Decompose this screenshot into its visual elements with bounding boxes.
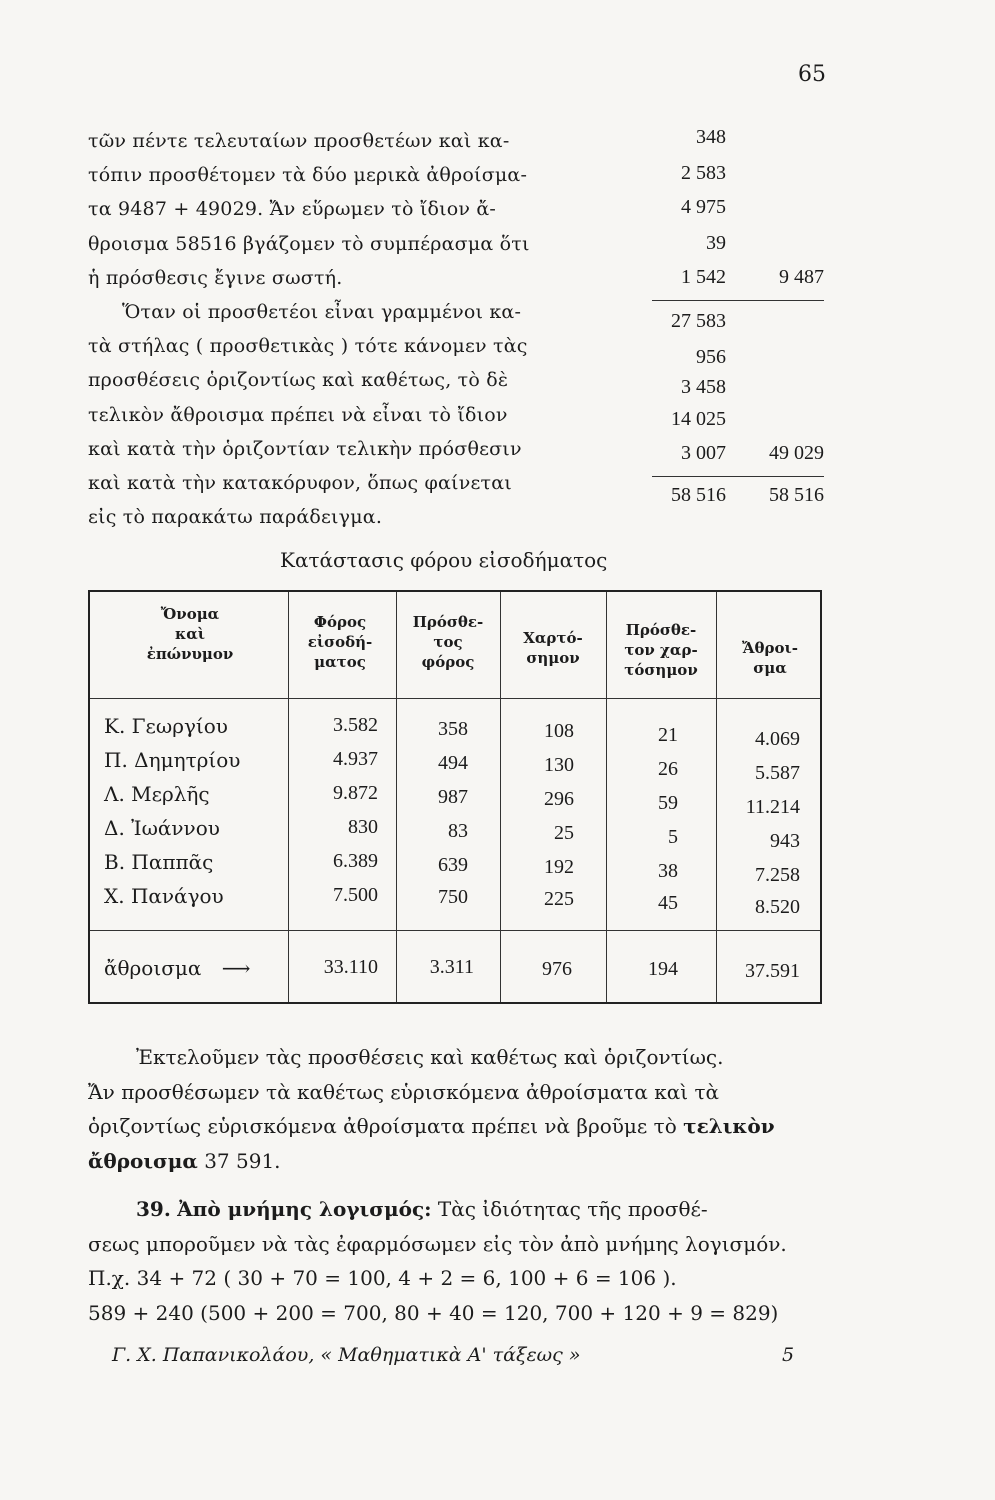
addend: 3 007 <box>681 442 726 464</box>
closing-line: Ἐκτελοῦμεν τὰς προσθέσεις καὶ καθέτως καὶ ὁριζοντίως. <box>136 1045 724 1069</box>
row-name: Β. Παππᾶς <box>104 850 214 874</box>
arrow-right-icon: ⟶ <box>221 956 251 980</box>
header-sum: Ἄθροι- σμα <box>742 639 798 677</box>
row-name: Κ. Γεωργίου <box>104 714 228 738</box>
cell-added-tax: 83 <box>448 820 468 842</box>
section-title: Ἀπὸ μνήμης λογισμός: <box>177 1197 432 1221</box>
cell-income-tax: 830 <box>348 816 378 838</box>
cell-added-stamp: 59 <box>658 792 678 814</box>
cell-added-tax: 639 <box>438 854 468 876</box>
cell-income-tax: 3.582 <box>333 714 378 736</box>
row-name: Χ. Πανάγου <box>104 884 224 908</box>
cell-added-stamp: 38 <box>658 860 678 882</box>
sheet-number: 5 <box>782 1344 795 1366</box>
total-income-tax: 33.110 <box>323 956 378 978</box>
row-name: Λ. Μερλῆς <box>104 782 210 806</box>
body-line: τὰ στήλας ( προσθετικὰς ) τότε κάνομεν τὰς <box>88 335 528 358</box>
intro-line: θροισμα 58516 βγάζομεν τὸ συμπέρασμα ὅτι <box>88 232 530 255</box>
col-divider <box>396 592 397 1002</box>
total-rule <box>90 930 820 931</box>
sum-rule <box>652 476 824 477</box>
section-39 <box>88 1192 818 1330</box>
addend: 14 025 <box>671 408 726 430</box>
cell-income-tax: 7.500 <box>333 884 378 906</box>
col-divider <box>500 592 501 1002</box>
cell-added-tax: 358 <box>438 718 468 740</box>
cell-stamp: 225 <box>544 888 574 910</box>
closing-line: ἄθροισμα 37 591. <box>88 1148 281 1173</box>
intro-line: ἡ πρόσθεσις ἔγινε σωστή. <box>88 266 343 289</box>
cell-added-tax: 494 <box>438 752 468 774</box>
cell-sum: 943 <box>770 830 800 852</box>
tax-table <box>88 590 822 1004</box>
col-divider <box>716 592 717 1002</box>
header-added-tax: Πρόσθε- τος φόρος <box>412 613 484 671</box>
col-divider <box>606 592 607 1002</box>
addend: 2 583 <box>681 162 726 184</box>
addend: 348 <box>696 126 726 148</box>
total-stamp: 976 <box>542 958 572 980</box>
cell-sum: 11.214 <box>745 796 800 818</box>
cell-stamp: 108 <box>544 720 574 742</box>
col-divider <box>288 592 289 1002</box>
cell-added-stamp: 21 <box>658 724 678 746</box>
intro-line: τα 9487 + 49029. Ἄν εὕρωμεν τὸ ἴδιον ἄ- <box>88 198 497 221</box>
total-label: ἄθροισμα ⟶ <box>104 956 251 980</box>
cell-added-tax: 987 <box>438 786 468 808</box>
total-sum: 37.591 <box>745 960 800 982</box>
addend: 956 <box>696 346 726 368</box>
table-caption: Κατάστασις φόρου εἰσοδήματος <box>280 548 608 572</box>
body-line: τελικὸν ἄθροισμα πρέπει νὰ εἶναι τὸ ἴδιον <box>88 403 508 426</box>
cell-stamp: 192 <box>544 856 574 878</box>
header-added-stamp: Πρόσθε- τον χαρ- τόσημον <box>624 621 698 679</box>
intro-line: τῶν πέντε τελευταίων προσθετέων καὶ κα- <box>88 130 510 152</box>
cell-income-tax: 6.389 <box>333 850 378 872</box>
cell-stamp: 25 <box>554 822 574 844</box>
cell-income-tax: 9.872 <box>333 782 378 804</box>
addend: 27 583 <box>671 310 726 332</box>
closing-line: ὁριζοντίως εὑρισκόμενα ἀθροίσματα πρέπει νὰ βροῦμε τὸ τελικὸν <box>88 1114 775 1138</box>
row-name: Δ. Ἰωάννου <box>104 816 220 840</box>
cell-stamp: 296 <box>544 788 574 810</box>
row-name: Π. Δημητρίου <box>104 748 241 772</box>
cell-added-stamp: 5 <box>668 826 678 848</box>
page-number: 65 <box>798 62 826 87</box>
closing-text <box>88 1040 818 1178</box>
section-line: Π.χ. 34 + 72 ( 30 + 70 = 100, 4 + 2 = 6, 100 + 6 = 106 ). <box>88 1266 677 1291</box>
cell-sum: 4.069 <box>755 728 800 750</box>
partial-sum: 9 487 <box>779 266 824 288</box>
addend: 4 975 <box>681 196 726 218</box>
header-rule <box>90 698 820 699</box>
body-line: προσθέσεις ὁριζοντίως καὶ καθέτως, τὸ δὲ <box>88 369 509 392</box>
section-number: 39. <box>136 1197 171 1221</box>
partial-sum: 49 029 <box>769 442 824 464</box>
intro-text <box>88 124 608 534</box>
section-line: 589 + 240 (500 + 200 = 700, 80 + 40 = 120, 700 + 120 + 9 = 829) <box>88 1300 779 1325</box>
closing-line: Ἄν προσθέσωμεν τὰ καθέτως εὑρισκόμενα ἀθροίσματα καὶ τὰ <box>88 1079 720 1104</box>
bold-term: ἄθροισμα <box>88 1148 198 1173</box>
intro-line: τόπιν προσθέτομεν τὰ δύο μερικὰ ἀθροίσμα- <box>88 164 528 187</box>
cell-added-stamp: 26 <box>658 758 678 780</box>
cell-sum: 7.258 <box>755 864 800 886</box>
sum-rule <box>652 300 824 301</box>
section-line: σεως μποροῦμεν νὰ τὰς ἐφαρμόσωμεν εἰς τὸν ἀπὸ μνήμης λογισμόν. <box>88 1231 787 1256</box>
cell-stamp: 130 <box>544 754 574 776</box>
cell-added-stamp: 45 <box>658 892 678 914</box>
body-line: εἰς τὸ παρακάτω παράδειγμα. <box>88 506 383 529</box>
addend: 39 <box>706 232 726 254</box>
cell-income-tax: 4.937 <box>333 748 378 770</box>
cell-sum: 8.520 <box>755 896 800 918</box>
book-footer: Γ. Χ. Παπανικολάου, « Μαθηματικὰ Α' τάξεως » <box>112 1344 581 1366</box>
bold-term: τελικὸν <box>683 1114 775 1138</box>
header-income-tax: Φόρος εἰσοδή- ματος <box>307 613 373 671</box>
grand-total-vertical: 58 516 <box>671 484 726 506</box>
cell-sum: 5.587 <box>755 762 800 784</box>
grand-total-horizontal: 58 516 <box>769 484 824 506</box>
body-line: καὶ κατὰ τὴν ὁριζοντίαν τελικὴν πρόσθεσιν <box>88 437 522 460</box>
addend: 3 458 <box>681 376 726 398</box>
body-line: καὶ κατὰ τὴν κατακόρυφον, ὅπως φαίνεται <box>88 472 512 495</box>
addend: 1 542 <box>681 266 726 288</box>
cell-added-tax: 750 <box>438 886 468 908</box>
header-name: Ὄνομα καὶ ἐπώνυμον <box>146 605 234 663</box>
total-added-stamp: 194 <box>648 958 678 980</box>
section-heading-line: 39. Ἀπὸ μνήμης λογισμός: Τὰς ἰδιότητας τῆς προσθέ- <box>136 1197 708 1221</box>
total-added-tax: 3.311 <box>429 956 474 978</box>
header-stamp: Χαρτό- σημον <box>523 629 583 667</box>
body-line: Ὅταν οἱ προσθετέοι εἶναι γραμμένοι κα- <box>122 301 522 324</box>
